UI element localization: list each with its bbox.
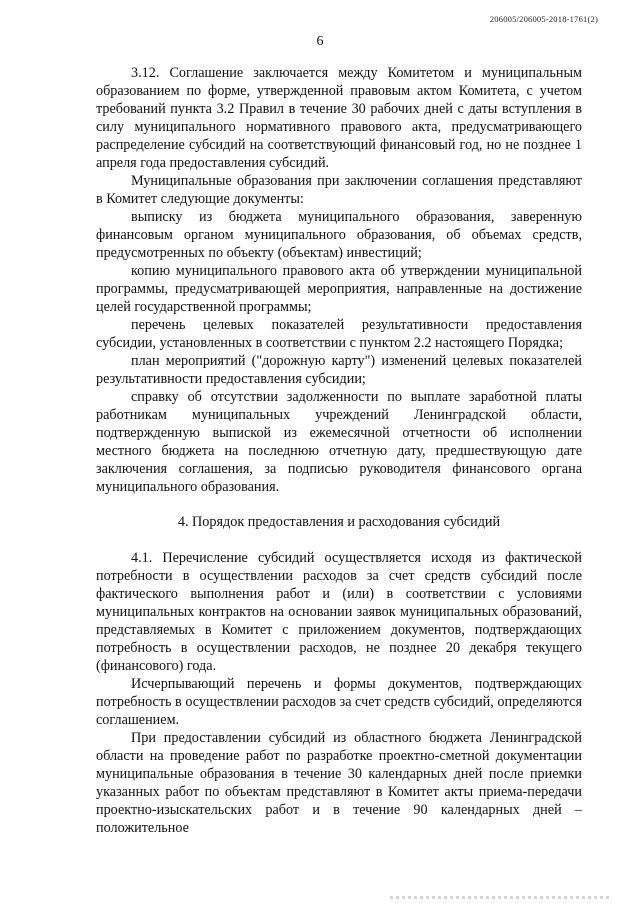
scan-footer-mark xyxy=(390,896,610,899)
document-body xyxy=(96,64,582,837)
paragraph-program-copy: копию муниципального правового акта об утверждении муниципальной программы, предусматривающей мероприятия, направленные на достижение целей государственной программы; xyxy=(96,263,582,315)
document-id: 206005/206005-2018-1761(2) xyxy=(489,14,598,24)
page-number: 6 xyxy=(316,34,324,49)
paragraph-4-1: 4.1. Перечисление субсидий осуществляется исходя из фактической потребности в осуществлении расходов за счет средств субсидий после фактического выполнения работ и (или) в соответствии с условиями муниципальных контрактов на основании заявок муниципальных образований, представляемых в Комитет с приложением документов, подтверждающих потребность в осуществлении расходов, не позднее 20 декабря текущего (финансового) года. xyxy=(96,550,582,674)
paragraph-roadmap: план мероприятий ("дорожную карту") изменений целевых показателей результативности предоставления субсидии; xyxy=(96,353,582,387)
paragraph-budget-extract: выписку из бюджета муниципального образования, заверенную финансовым органом муниципального образования, об объемах средств, предусмотренных по объекту (объектам) инвестиций; xyxy=(96,209,582,261)
paragraph-documents-intro: Муниципальные образования при заключении соглашения представляют в Комитет следующие документы: xyxy=(96,173,582,207)
paragraph-design-works: При предоставлении субсидий из областного бюджета Ленинградской области на проведение работ по разработке проектно-сметной документации муниципальные образования в течение 30 календарных дней после приемки указанных работ по объектам представляют в Комитет акты приема-передачи проектно-изыскательских работ и в течение 90 календарных дней – положительное xyxy=(96,730,582,836)
section-heading: 4. Порядок предоставления и расходования субсидий xyxy=(177,514,501,530)
paragraph-document-list: Исчерпывающий перечень и формы документов, подтверждающих потребность в осуществлении расходов за счет средств субсидий, определяются соглашением. xyxy=(96,676,582,728)
paragraph-indicators-list: перечень целевых показателей результативности предоставления субсидии, установленных в соответствии с пунктом 2.2 настоящего Порядка; xyxy=(96,317,582,351)
paragraph-3-12: 3.12. Соглашение заключается между Комитетом и муниципальным образованием по форме, утвержденной правовым актом Комитета, с учетом требований пункта 3.2 Правил в течение 30 рабочих дней с даты вступления в силу муниципального нормативного правового акта, предусматривающего распределение субсидий на соответствующий финансовый год, но не позднее 1 апреля года предоставления субсидий. xyxy=(96,65,582,171)
paragraph-salary-certificate: справку об отсутствии задолженности по выплате заработной платы работникам муниципальных учреждений Ленинградской области, подтвержденную выпиской из ежемесячной отчетности об исполнении местного бюджета на последнюю отчетную дату, предшествующую дате заключения соглашения, за подписью руководителя финансового органа муниципального образования. xyxy=(96,389,582,495)
